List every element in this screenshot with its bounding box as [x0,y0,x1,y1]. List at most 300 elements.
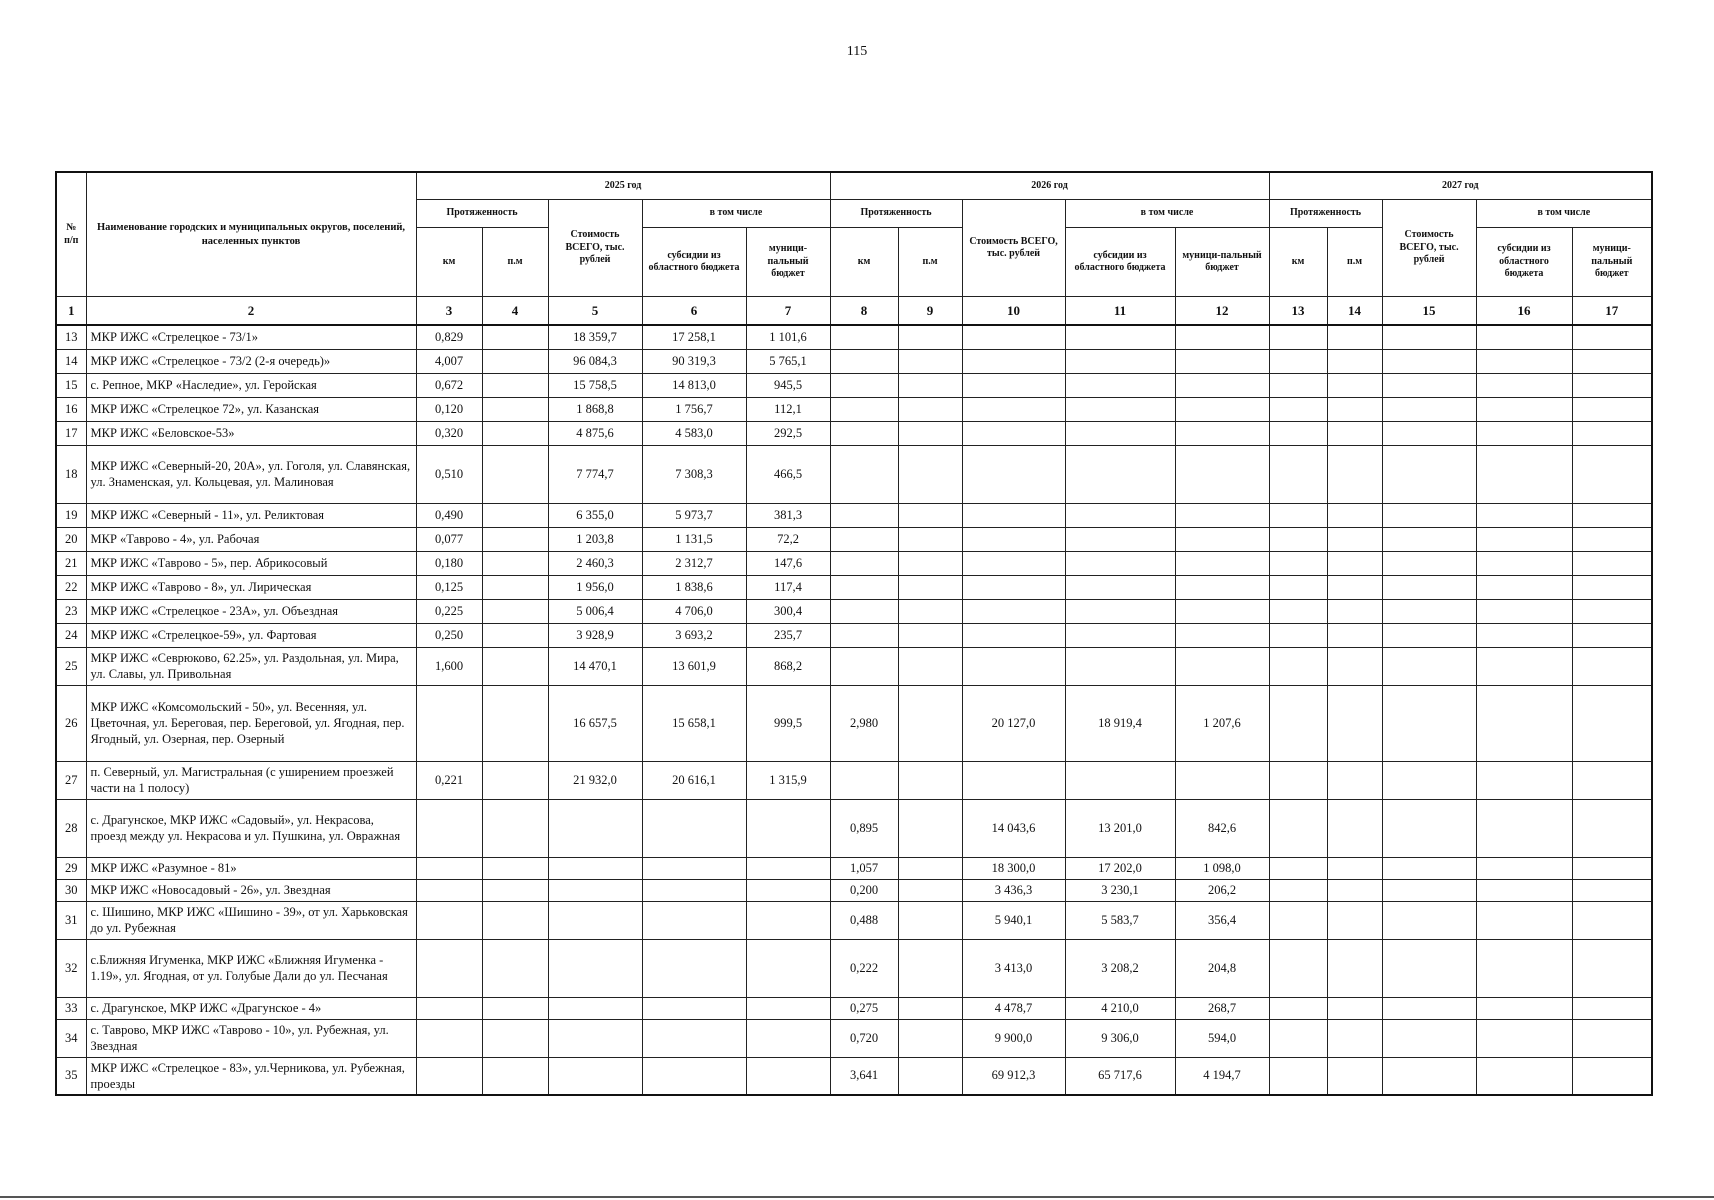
row-value-cell: 3 928,9 [548,623,642,647]
row-value-cell-2027 [1382,685,1476,761]
row-value-cell: 20 616,1 [642,761,746,799]
row-value-cell-2027 [1269,527,1327,551]
row-name-cell: МКР ИЖС «Стрелецкое - 23А», ул. Объездная [86,599,416,623]
row-value-cell-2027 [1572,939,1652,997]
row-value-cell-2027 [1269,445,1327,503]
row-value-cell [898,349,962,373]
row-number-cell: 18 [56,445,86,503]
row-value-cell-2027 [1327,349,1382,373]
row-value-cell: 4 706,0 [642,599,746,623]
row-value-cell-2027 [1572,445,1652,503]
row-value-cell [1065,551,1175,575]
row-value-cell [1175,421,1269,445]
row-value-cell [898,1057,962,1095]
row-value-cell [642,799,746,857]
row-value-cell [1175,445,1269,503]
row-value-cell-2027 [1476,551,1572,575]
row-value-cell [482,445,548,503]
row-value-cell-2027 [1572,685,1652,761]
row-value-cell: 292,5 [746,421,830,445]
row-value-cell: 3 693,2 [642,623,746,647]
header-including-2027: в том числе [1476,200,1652,228]
row-value-cell [962,445,1065,503]
header-municipal-2026: муници-пальный бюджет [1175,228,1269,297]
row-value-cell-2027 [1269,551,1327,575]
row-value-cell [830,397,898,421]
row-value-cell-2027 [1382,575,1476,599]
row-value-cell [482,325,548,349]
row-value-cell [1065,575,1175,599]
row-value-cell: 9 900,0 [962,1019,1065,1057]
row-name-cell: МКР ИЖС «Севрюково, 62.25», ул. Раздольная, ул. Мира, ул. Славы, ул. Привольная [86,647,416,685]
row-name-cell: с. Шишино, МКР ИЖС «Шишино - 39», от ул. Харьковская до ул. Рубежная [86,901,416,939]
row-value-cell: 5 940,1 [962,901,1065,939]
row-value-cell: 13 201,0 [1065,799,1175,857]
row-value-cell [898,575,962,599]
row-value-cell [482,503,548,527]
row-value-cell [1065,503,1175,527]
row-value-cell: 18 919,4 [1065,685,1175,761]
row-number-cell: 33 [56,997,86,1019]
column-number-cell: 3 [416,297,482,326]
row-value-cell [1175,503,1269,527]
row-value-cell [898,647,962,685]
row-value-cell-2027 [1382,623,1476,647]
row-value-cell [898,1019,962,1057]
column-number-cell: 12 [1175,297,1269,326]
row-value-cell-2027 [1572,421,1652,445]
table-row [56,421,1652,445]
row-value-cell: 868,2 [746,647,830,685]
row-value-cell-2027 [1382,799,1476,857]
row-value-cell [482,1019,548,1057]
row-value-cell-2027 [1572,901,1652,939]
row-value-cell-2027 [1269,901,1327,939]
row-value-cell [898,685,962,761]
header-length-2025: Протяженность [416,200,548,228]
header-cost-2025: Стоимость ВСЕГО, тыс. рублей [548,200,642,297]
row-name-cell: МКР ИЖС «Таврово - 8», ул. Лирическая [86,575,416,599]
row-value-cell: 3 436,3 [962,879,1065,901]
row-value-cell [548,799,642,857]
row-value-cell-2027 [1476,575,1572,599]
row-value-cell-2027 [1572,647,1652,685]
table-row [56,503,1652,527]
row-value-cell: 0,225 [416,599,482,623]
row-value-cell: 1 838,6 [642,575,746,599]
row-value-cell: 6 355,0 [548,503,642,527]
row-value-cell: 65 717,6 [1065,1057,1175,1095]
row-value-cell: 1,600 [416,647,482,685]
row-value-cell [482,799,548,857]
row-value-cell: 4 875,6 [548,421,642,445]
row-number-cell: 29 [56,857,86,879]
page-bottom-edge [0,1196,1714,1198]
row-value-cell-2027 [1382,421,1476,445]
row-value-cell: 72,2 [746,527,830,551]
row-value-cell: 204,8 [1175,939,1269,997]
row-value-cell [898,799,962,857]
row-name-cell: МКР ИЖС «Стрелецкое 72», ул. Казанская [86,397,416,421]
row-value-cell: 2,980 [830,685,898,761]
row-value-cell: 5 765,1 [746,349,830,373]
row-value-cell [746,939,830,997]
header-municipal-2027: муници-пальный бюджет [1572,228,1652,297]
row-value-cell [482,623,548,647]
row-value-cell: 381,3 [746,503,830,527]
row-value-cell-2027 [1476,349,1572,373]
row-value-cell-2027 [1382,997,1476,1019]
row-value-cell-2027 [1327,761,1382,799]
row-value-cell: 1 203,8 [548,527,642,551]
row-value-cell [830,421,898,445]
row-value-cell [962,551,1065,575]
row-value-cell: 4 194,7 [1175,1057,1269,1095]
row-value-cell-2027 [1476,527,1572,551]
row-value-cell [416,799,482,857]
row-value-cell [898,599,962,623]
row-value-cell: 7 308,3 [642,445,746,503]
row-value-cell [1065,647,1175,685]
row-value-cell-2027 [1572,623,1652,647]
row-value-cell: 0,672 [416,373,482,397]
row-value-cell [898,421,962,445]
row-value-cell: 17 258,1 [642,325,746,349]
row-value-cell-2027 [1382,527,1476,551]
row-value-cell [898,879,962,901]
row-name-cell: МКР ИЖС «Стрелецкое - 83», ул.Черникова, ул. Рубежная, проезды [86,1057,416,1095]
row-name-cell: МКР ИЖС «Беловское-53» [86,421,416,445]
row-value-cell [898,373,962,397]
row-number-cell: 20 [56,527,86,551]
row-value-cell [642,857,746,879]
row-number-cell: 16 [56,397,86,421]
row-value-cell: 3 413,0 [962,939,1065,997]
row-value-cell: 0,510 [416,445,482,503]
row-value-cell [1065,623,1175,647]
table-row [56,879,1652,901]
table-body [56,325,1652,1095]
row-value-cell: 268,7 [1175,997,1269,1019]
row-number-cell: 13 [56,325,86,349]
row-value-cell: 0,320 [416,421,482,445]
row-value-cell [746,799,830,857]
column-number-cell: 16 [1476,297,1572,326]
row-value-cell-2027 [1476,1019,1572,1057]
row-value-cell: 1 101,6 [746,325,830,349]
row-value-cell: 1 098,0 [1175,857,1269,879]
row-value-cell-2027 [1572,575,1652,599]
row-value-cell-2027 [1476,325,1572,349]
row-value-cell-2027 [1476,761,1572,799]
row-value-cell-2027 [1476,857,1572,879]
row-value-cell [962,421,1065,445]
header-km-2026: км [830,228,898,297]
row-value-cell [898,325,962,349]
column-number-cell: 13 [1269,297,1327,326]
row-value-cell [1065,599,1175,623]
column-number-cell: 1 [56,297,86,326]
table-row [56,623,1652,647]
row-name-cell: МКР ИЖС «Новосадовый - 26», ул. Звездная [86,879,416,901]
row-value-cell-2027 [1269,685,1327,761]
row-value-cell-2027 [1269,575,1327,599]
row-value-cell-2027 [1327,857,1382,879]
row-name-cell: МКР ИЖС «Комсомольский - 50», ул. Весенняя, ул. Цветочная, ул. Береговая, пер. Береговой, ул. Ягодная, пер. Ягодный, ул. Озерная, пер. Озерный [86,685,416,761]
row-value-cell-2027 [1327,503,1382,527]
table-row [56,761,1652,799]
row-name-cell: МКР ИЖС «Стрелецкое-59», ул. Фартовая [86,623,416,647]
row-value-cell [962,647,1065,685]
row-value-cell [898,397,962,421]
row-value-cell [482,397,548,421]
column-number-cell: 10 [962,297,1065,326]
row-value-cell [642,879,746,901]
row-value-cell [548,857,642,879]
row-value-cell-2027 [1476,685,1572,761]
row-number-cell: 17 [56,421,86,445]
row-value-cell [482,857,548,879]
row-value-cell: 594,0 [1175,1019,1269,1057]
row-value-cell-2027 [1476,879,1572,901]
row-value-cell-2027 [1382,445,1476,503]
header-length-2027: Протяженность [1269,200,1382,228]
row-value-cell [1065,397,1175,421]
row-value-cell: 3 208,2 [1065,939,1175,997]
row-name-cell: МКР «Таврово - 4», ул. Рабочая [86,527,416,551]
row-number-cell: 26 [56,685,86,761]
row-value-cell [746,997,830,1019]
row-value-cell-2027 [1327,1057,1382,1095]
row-value-cell-2027 [1382,857,1476,879]
table-row [56,551,1652,575]
row-value-cell [746,857,830,879]
row-number-cell: 14 [56,349,86,373]
column-number-row [56,297,1652,326]
table-row [56,901,1652,939]
row-value-cell: 356,4 [1175,901,1269,939]
row-value-cell [1175,325,1269,349]
table-row [56,527,1652,551]
row-value-cell-2027 [1269,1057,1327,1095]
row-value-cell-2027 [1572,761,1652,799]
row-value-cell: 14 470,1 [548,647,642,685]
header-year-2026: 2026 год [830,172,1269,200]
row-value-cell-2027 [1382,325,1476,349]
row-value-cell: 9 306,0 [1065,1019,1175,1057]
header-cost-2026: Стоимость ВСЕГО, тыс. рублей [962,200,1065,297]
row-value-cell-2027 [1476,599,1572,623]
row-value-cell [746,1019,830,1057]
row-name-cell: МКР ИЖС «Стрелецкое - 73/1» [86,325,416,349]
header-including-2026: в том числе [1065,200,1269,228]
row-value-cell: 90 319,3 [642,349,746,373]
row-value-cell-2027 [1327,599,1382,623]
row-value-cell-2027 [1327,623,1382,647]
row-number-cell: 30 [56,879,86,901]
row-number-cell: 32 [56,939,86,997]
row-value-cell [416,901,482,939]
row-name-cell: с.Ближняя Игуменка, МКР ИЖС «Ближняя Игуменка - 1.19», ул. Ягодная, от ул. Голубые Дали до ул. Песчаная [86,939,416,997]
row-value-cell [898,761,962,799]
row-number-cell: 15 [56,373,86,397]
row-value-cell: 69 912,3 [962,1057,1065,1095]
row-value-cell-2027 [1382,349,1476,373]
row-value-cell [1065,349,1175,373]
row-value-cell: 2 312,7 [642,551,746,575]
row-value-cell [416,997,482,1019]
row-value-cell [482,349,548,373]
header-km-2027: км [1269,228,1327,297]
row-value-cell-2027 [1327,685,1382,761]
row-value-cell: 206,2 [1175,879,1269,901]
header-subsidy-2027: субсидии из областного бюджета [1476,228,1572,297]
column-number-cell: 2 [86,297,416,326]
row-name-cell: МКР ИЖС «Северный-20, 20А», ул. Гоголя, ул. Славянская, ул. Знаменская, ул. Кольцевая, ул. Малиновая [86,445,416,503]
row-value-cell: 0,077 [416,527,482,551]
row-value-cell-2027 [1476,799,1572,857]
row-value-cell: 235,7 [746,623,830,647]
row-value-cell [746,901,830,939]
row-value-cell-2027 [1572,373,1652,397]
row-value-cell-2027 [1327,373,1382,397]
row-value-cell-2027 [1269,325,1327,349]
row-value-cell [962,503,1065,527]
row-value-cell [898,857,962,879]
row-value-cell [746,879,830,901]
row-value-cell: 0,221 [416,761,482,799]
row-value-cell [548,1019,642,1057]
table-row [56,349,1652,373]
row-value-cell [898,939,962,997]
row-value-cell: 300,4 [746,599,830,623]
table-row [56,997,1652,1019]
row-number-cell: 24 [56,623,86,647]
row-value-cell-2027 [1476,1057,1572,1095]
row-value-cell: 7 774,7 [548,445,642,503]
row-name-cell: МКР ИЖС «Разумное - 81» [86,857,416,879]
header-pm-2027: п.м [1327,228,1382,297]
row-value-cell: 16 657,5 [548,685,642,761]
row-value-cell [642,997,746,1019]
row-value-cell-2027 [1382,1019,1476,1057]
row-name-cell: с. Драгунское, МКР ИЖС «Садовый», ул. Некрасова, проезд между ул. Некрасова и ул. Пушкина, ул. Овражная [86,799,416,857]
row-value-cell [830,527,898,551]
header-name: Наименование городских и муниципальных округов, поселений, населенных пунктов [86,172,416,297]
row-value-cell [482,685,548,761]
row-value-cell: 5 583,7 [1065,901,1175,939]
row-value-cell: 5 006,4 [548,599,642,623]
row-value-cell [898,527,962,551]
row-value-cell: 18 300,0 [962,857,1065,879]
row-value-cell: 466,5 [746,445,830,503]
row-value-cell-2027 [1476,623,1572,647]
row-value-cell-2027 [1382,761,1476,799]
row-name-cell: с. Репное, МКР «Наследие», ул. Геройская [86,373,416,397]
row-value-cell [830,349,898,373]
row-value-cell [482,761,548,799]
row-value-cell-2027 [1269,857,1327,879]
row-value-cell: 0,200 [830,879,898,901]
investment-table [55,171,1653,1096]
table-row [56,857,1652,879]
row-value-cell: 0,490 [416,503,482,527]
row-value-cell-2027 [1572,1057,1652,1095]
row-value-cell-2027 [1382,901,1476,939]
row-value-cell [548,939,642,997]
row-value-cell: 1 868,8 [548,397,642,421]
row-value-cell-2027 [1476,647,1572,685]
row-value-cell: 1 315,9 [746,761,830,799]
row-value-cell [1175,349,1269,373]
column-number-cell: 8 [830,297,898,326]
row-value-cell [830,575,898,599]
row-number-cell: 27 [56,761,86,799]
header-including-2025: в том числе [642,200,830,228]
row-value-cell [1175,397,1269,421]
row-value-cell: 15 658,1 [642,685,746,761]
row-number-cell: 21 [56,551,86,575]
row-value-cell-2027 [1572,599,1652,623]
header-year-2025: 2025 год [416,172,830,200]
row-number-cell: 35 [56,1057,86,1095]
row-number-cell: 19 [56,503,86,527]
row-value-cell-2027 [1572,799,1652,857]
row-value-cell [962,397,1065,421]
row-value-cell: 0,829 [416,325,482,349]
row-value-cell-2027 [1269,761,1327,799]
row-value-cell-2027 [1269,373,1327,397]
row-value-cell [482,527,548,551]
row-value-cell: 1 956,0 [548,575,642,599]
header-subsidy-2026: субсидии из областного бюджета [1065,228,1175,297]
row-value-cell [1065,373,1175,397]
row-value-cell-2027 [1269,799,1327,857]
column-number-cell: 7 [746,297,830,326]
column-number-cell: 11 [1065,297,1175,326]
row-value-cell: 4 478,7 [962,997,1065,1019]
column-number-cell: 5 [548,297,642,326]
row-value-cell: 4,007 [416,349,482,373]
row-value-cell: 3,641 [830,1057,898,1095]
row-value-cell-2027 [1572,397,1652,421]
row-value-cell: 0,488 [830,901,898,939]
row-value-cell [830,647,898,685]
row-value-cell [1175,551,1269,575]
row-value-cell [482,901,548,939]
row-value-cell [482,551,548,575]
row-number-cell: 23 [56,599,86,623]
row-value-cell-2027 [1572,325,1652,349]
row-value-cell [482,879,548,901]
row-value-cell-2027 [1269,997,1327,1019]
row-value-cell [548,1057,642,1095]
row-value-cell-2027 [1382,939,1476,997]
row-value-cell [830,599,898,623]
row-value-cell [1065,445,1175,503]
row-value-cell-2027 [1572,527,1652,551]
table-row [56,799,1652,857]
row-value-cell [482,599,548,623]
column-number-cell: 14 [1327,297,1382,326]
row-value-cell-2027 [1382,503,1476,527]
row-value-cell-2027 [1327,901,1382,939]
column-number-cell: 15 [1382,297,1476,326]
row-value-cell-2027 [1476,445,1572,503]
row-value-cell [830,445,898,503]
row-value-cell-2027 [1476,939,1572,997]
row-value-cell [548,901,642,939]
